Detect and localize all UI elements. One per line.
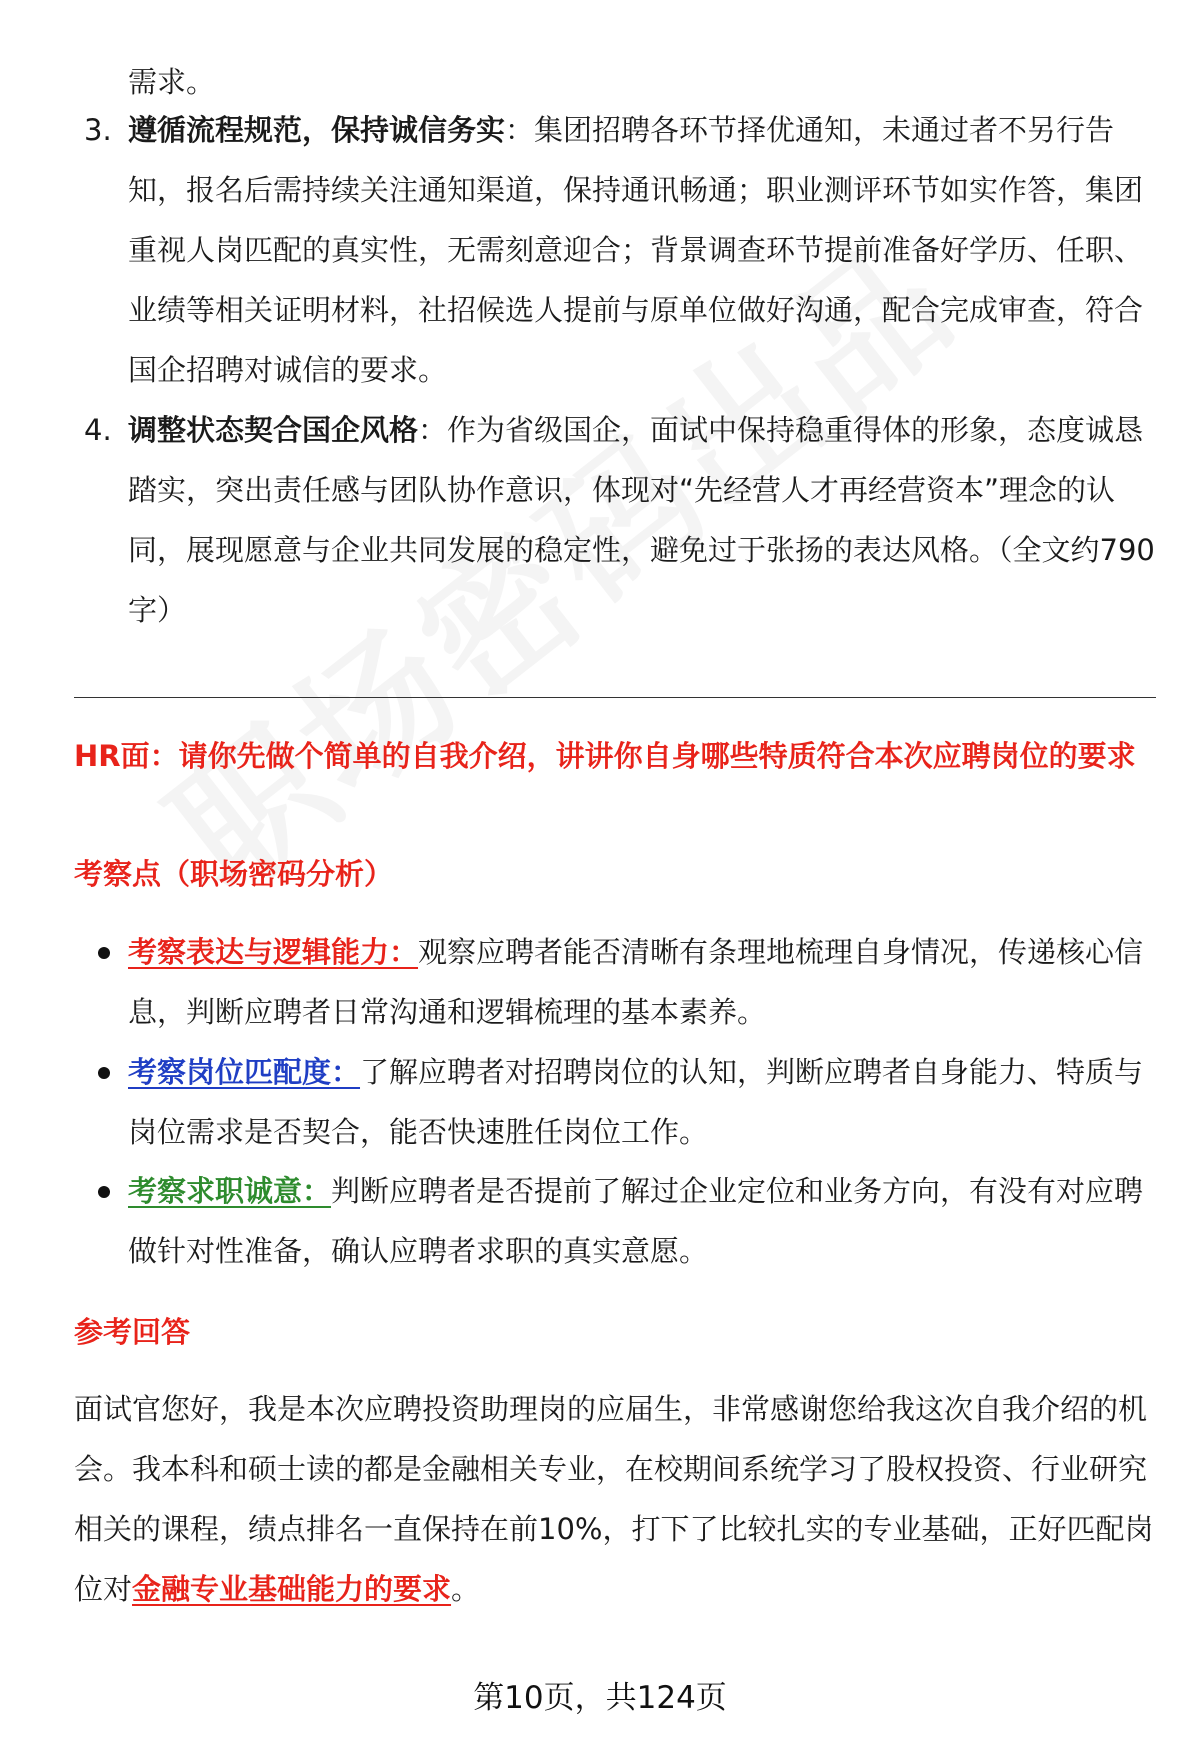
section-divider [74,697,1156,698]
bullet-item-sincerity [98,1161,1160,1281]
item-body: 作为省级国企，面试中保持稳重得体的形象，态度诚恳踏实，突出责任感与团队协作意识，体现对“先经营人才再经营资本”理念的认同，展现愿意与企业共同发展的稳定性，避免过于张扬的表达风格。（全文约790字） [128,413,1155,627]
bullet-body: 了解应聘者对招聘岗位的认知，判断应聘者自身能力、特质与岗位需求是否契合，能否快速胜任岗位工作。 [128,1055,1144,1149]
item-title: 遵循流程规范，保持诚信务实 [128,113,506,147]
bullet-dot-icon [98,947,110,959]
bullet-item-expression [98,922,1160,1042]
bullet-label: 考察岗位匹配度： [128,1055,361,1089]
item-body: 集团招聘各环节择优通知，未通过者不另行告知，报名后需持续关注通知渠道，保持通讯畅通；职业测评环节如实作答，集团重视人岗匹配的真实性，无需刻意迎合；背景调查环节提前准备好学历、任职、业绩等相关证明材料，社招候选人提前与原单位做好沟通，配合完成审查，符合国企招聘对诚信的要求。 [128,113,1144,387]
continuation-text: 需求。 [128,65,216,99]
item-number: 3. [84,113,112,147]
bullet-label: 考察求职诚意： [128,1174,332,1208]
item-title: 调整状态契合国企风格 [128,413,419,447]
answer-end: 。 [451,1572,481,1606]
answer-text: 面试官您好，我是本次应聘投资助理岗的应届生，非常感谢您给我这次自我介绍的机会。我本科和硕士读的都是金融相关专业，在校期间系统学习了股权投资、行业研究相关的课程，绩点排名一直保持在前10%，打下了比较扎实的专业基础，正好匹配岗位对 [74,1392,1154,1606]
exam-points-heading: 考察点（职场密码分析） [74,857,394,891]
bullet-body: 判断应聘者是否提前了解过企业定位和业务方向，有没有对应聘做针对性准备，确认应聘者求职的真实意愿。 [128,1174,1144,1268]
bullet-dot-icon [98,1067,110,1079]
item-number: 4. [84,413,112,447]
item-separator: ： [418,413,448,447]
bullet-item-job-match [98,1042,1160,1162]
bullet-body: 观察应聘者能否清晰有条理地梳理自身情况，传递核心信息，判断应聘者日常沟通和逻辑梳理的基本素养。 [128,935,1144,1029]
numbered-item-3 [84,100,1164,400]
reference-answer-heading: 参考回答 [74,1315,191,1349]
page-footer: 第10页，共124页 [473,1680,727,1716]
answer-highlight: 金融专业基础能力的要求 [132,1572,452,1606]
hr-question-heading: HR面：请你先做个简单的自我介绍，讲讲你自身哪些特质符合本次应聘岗位的要求 [74,739,1136,773]
item-separator: ： [505,113,535,147]
bullet-dot-icon [98,1186,110,1198]
numbered-item-4 [84,400,1164,640]
bullet-label: 考察表达与逻辑能力： [128,935,419,969]
reference-answer [74,1379,1160,1619]
